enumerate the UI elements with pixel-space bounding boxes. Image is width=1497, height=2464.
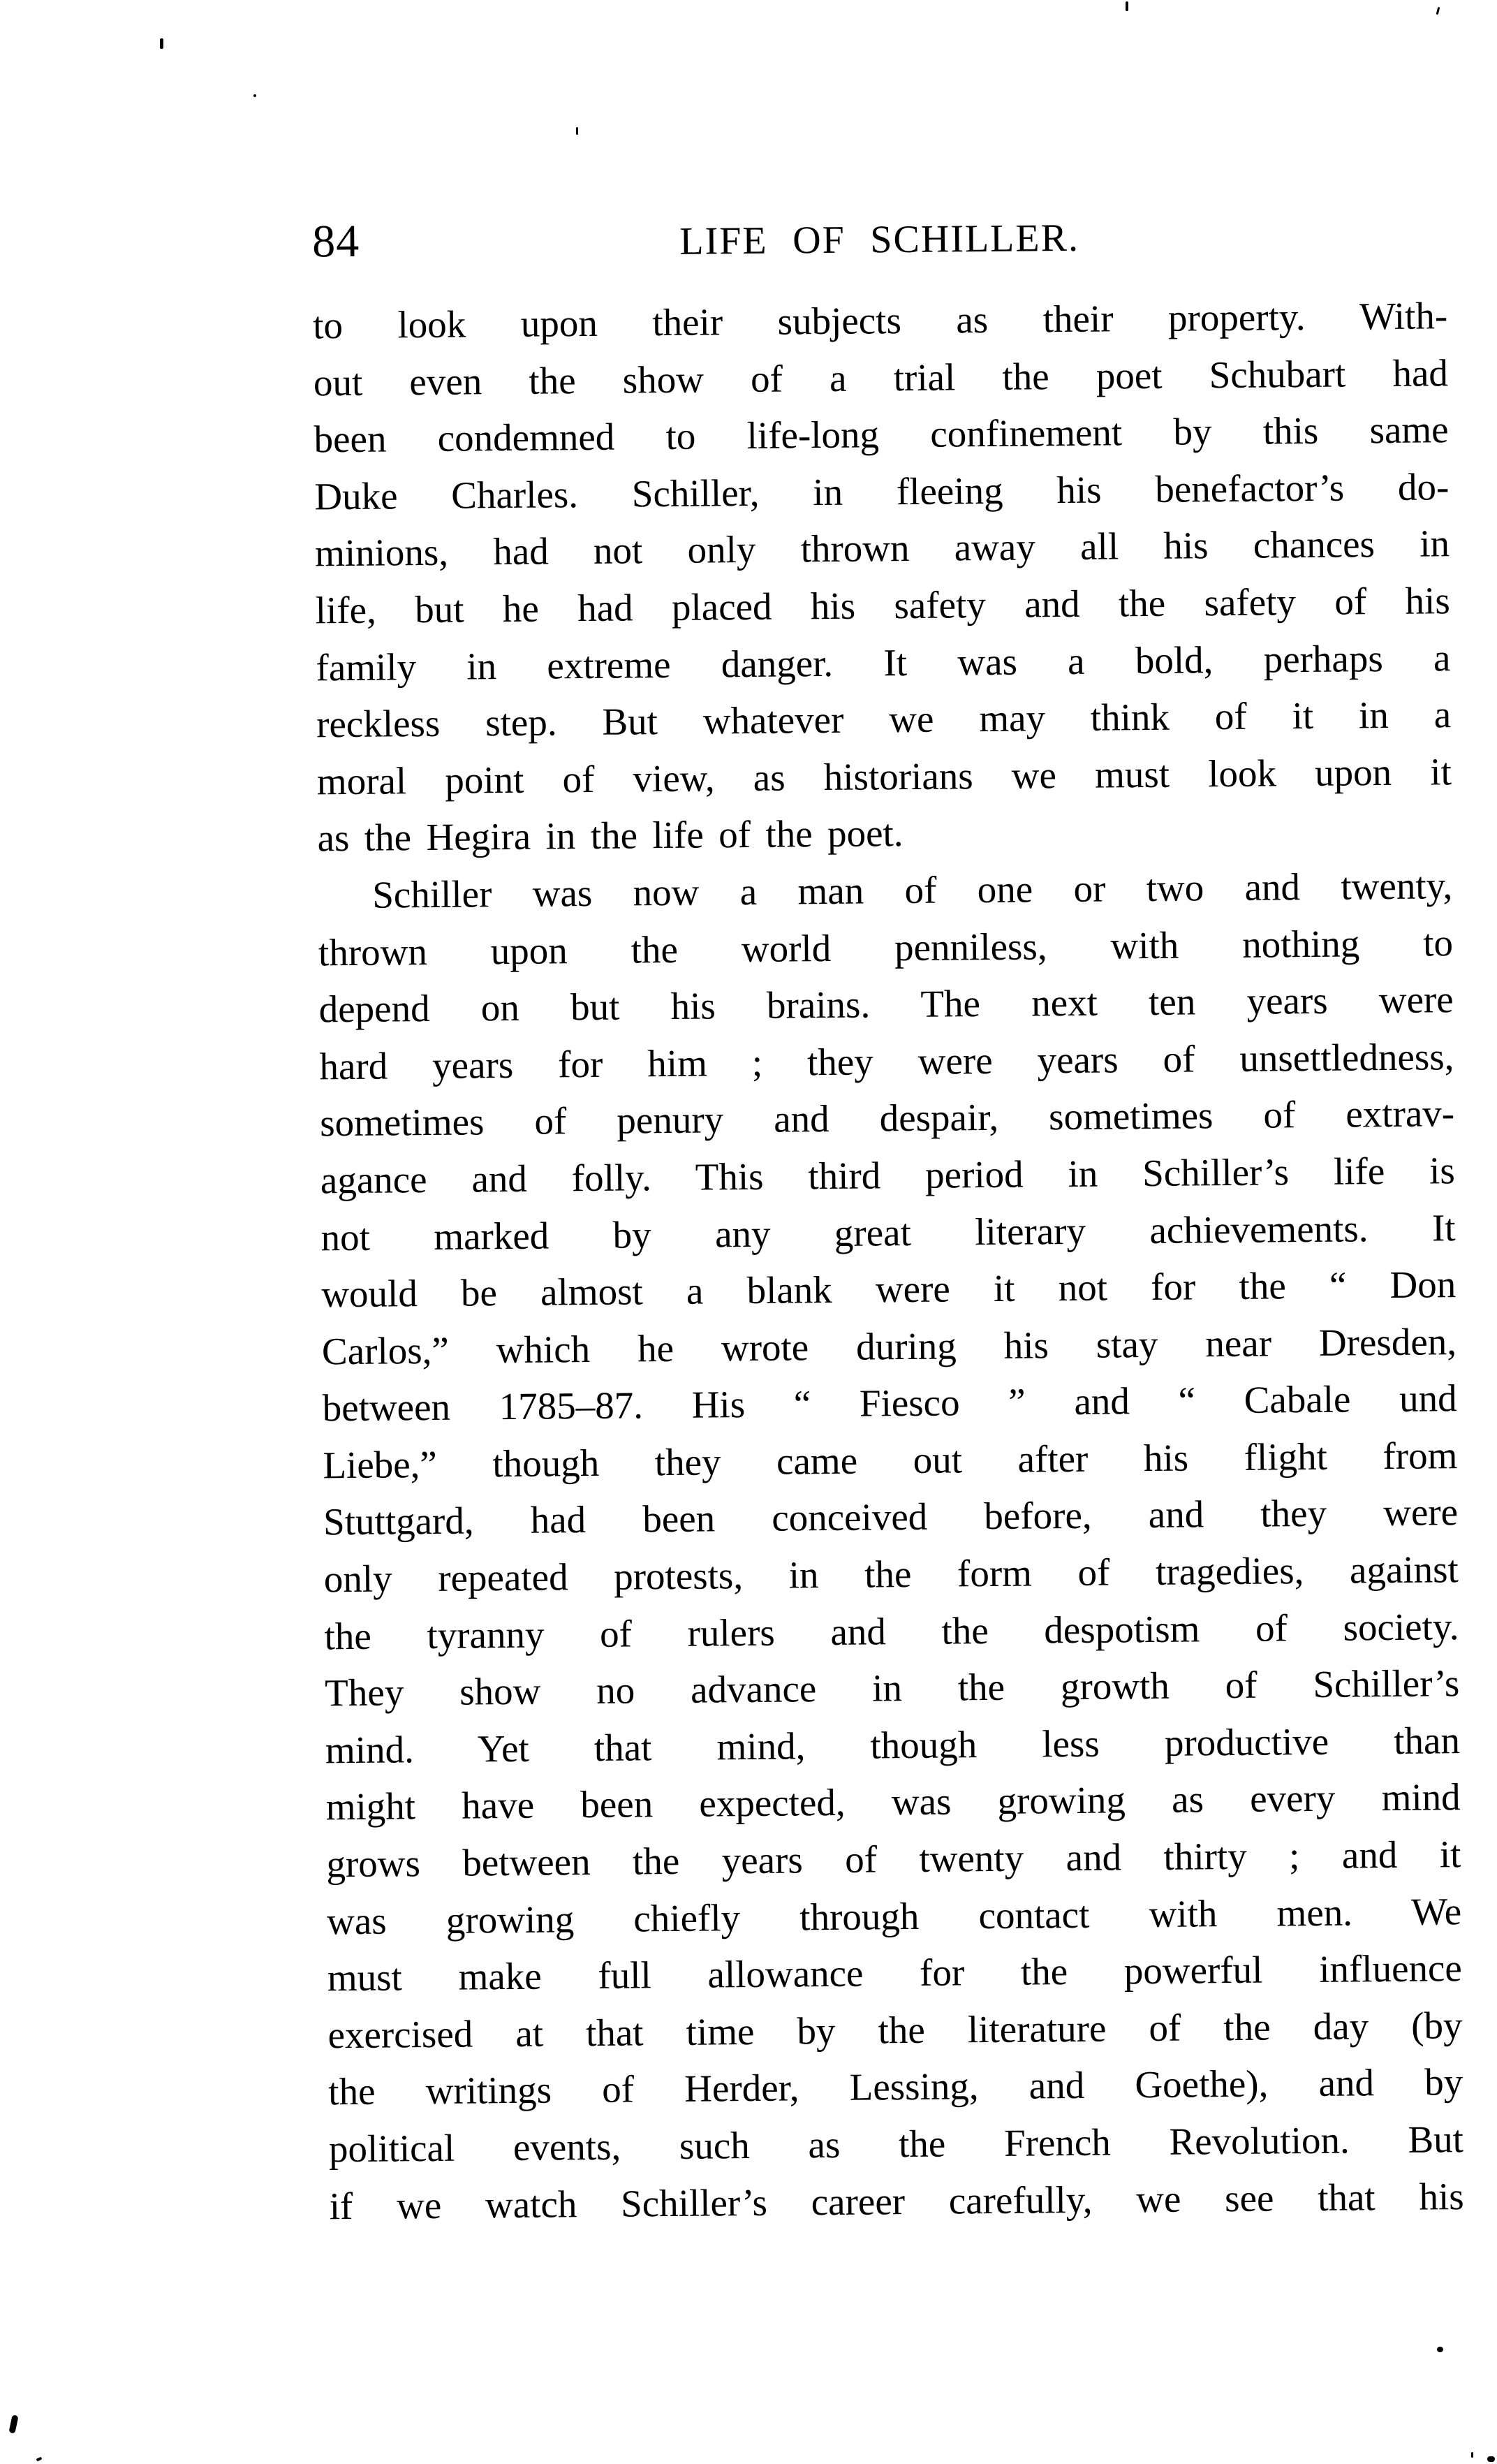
text-line: exercised at that time by the literature of the day (by xyxy=(327,2003,1463,2057)
scan-speck xyxy=(1126,1,1128,11)
text-line: moral point of view, as historians we must look upon it xyxy=(316,749,1452,803)
running-title: LIFE OF SCHILLER. xyxy=(679,216,1080,263)
page-number: 84 xyxy=(311,215,360,267)
text-line: family in extreme danger. It was a bold, perhaps a xyxy=(316,636,1451,689)
text-line: hard years for him ; they were years of unsettledness, xyxy=(319,1034,1454,1088)
text-line: reckless step. But whatever we may think of it in a xyxy=(316,693,1452,746)
text-line: minions, had not only thrown away all his chances in xyxy=(314,522,1450,575)
text-line: agance and folly. This third period in Schiller’s life is xyxy=(320,1149,1456,1202)
text-line: life, but he had placed his safety and the safety of his xyxy=(315,579,1450,632)
text-line: only repeated protests, in the form of tragedies, against xyxy=(323,1548,1459,1601)
text-line: Stuttgard, had been conceived before, and they were xyxy=(323,1490,1459,1543)
text-line: was growing chiefly through contact with men. We xyxy=(326,1889,1462,1942)
text-line: thrown upon the world penniless, with nothing to xyxy=(318,921,1454,974)
text-line: political events, such as the French Revolution. But xyxy=(328,2118,1464,2171)
text-line: between 1785–87. His “ Fiesco ” and “ Cabale und xyxy=(322,1377,1457,1430)
text-line: to look upon their subjects as their property. With- xyxy=(312,294,1448,347)
scan-speck xyxy=(160,38,163,49)
scan-speck xyxy=(253,94,256,97)
text-line: Carlos,” which he wrote during his stay near Dresden, xyxy=(321,1319,1457,1373)
scan-speck xyxy=(1471,2452,1473,2458)
text-line: must make full allowance for the powerful influence xyxy=(327,1946,1463,2000)
text-line-paragraph-start: Schiller was now a man of one or two and twenty, xyxy=(372,864,1453,916)
body-text xyxy=(313,287,1464,2234)
text-line: if we watch Schiller’s career carefully, we see that his xyxy=(329,2174,1464,2227)
text-line: They show no advance in the growth of Schiller’s xyxy=(325,1662,1460,1715)
text-line: mind. Yet that mind, though less productive than xyxy=(325,1718,1461,1772)
text-line: Duke Charles. Schiller, in fleeing his benefactor’s do- xyxy=(314,464,1450,518)
page-header xyxy=(312,209,1447,274)
text-line-paragraph-end: as the Hegira in the life of the poet. xyxy=(317,812,904,860)
text-line: been condemned to life-long confinement by this same xyxy=(314,408,1449,461)
text-line: the tyranny of rulers and the despotism of society. xyxy=(324,1604,1459,1657)
text-line: grows between the years of twenty and thirty ; and it xyxy=(326,1833,1461,1886)
text-line: depend on but his brains. The next ten years were xyxy=(318,978,1454,1031)
scan-speck xyxy=(1487,2456,1495,2462)
text-line: the writings of Herder, Lessing, and Goethe), and by xyxy=(327,2060,1463,2113)
text-line: Liebe,” though they came out after his flight from xyxy=(323,1434,1458,1487)
text-line: might have been expected, was growing as every mind xyxy=(325,1775,1461,1828)
scan-speck xyxy=(576,127,578,135)
scan-speck xyxy=(1437,2347,1443,2352)
text-line: would be almost a blank were it not for the “ Don xyxy=(321,1263,1457,1316)
text-line: out even the show of a trial the poet Schubart had xyxy=(313,351,1449,404)
text-line: not marked by any great literary achievements. It xyxy=(320,1205,1456,1259)
text-line: sometimes of penury and despair, sometimes of extrav- xyxy=(319,1092,1455,1145)
